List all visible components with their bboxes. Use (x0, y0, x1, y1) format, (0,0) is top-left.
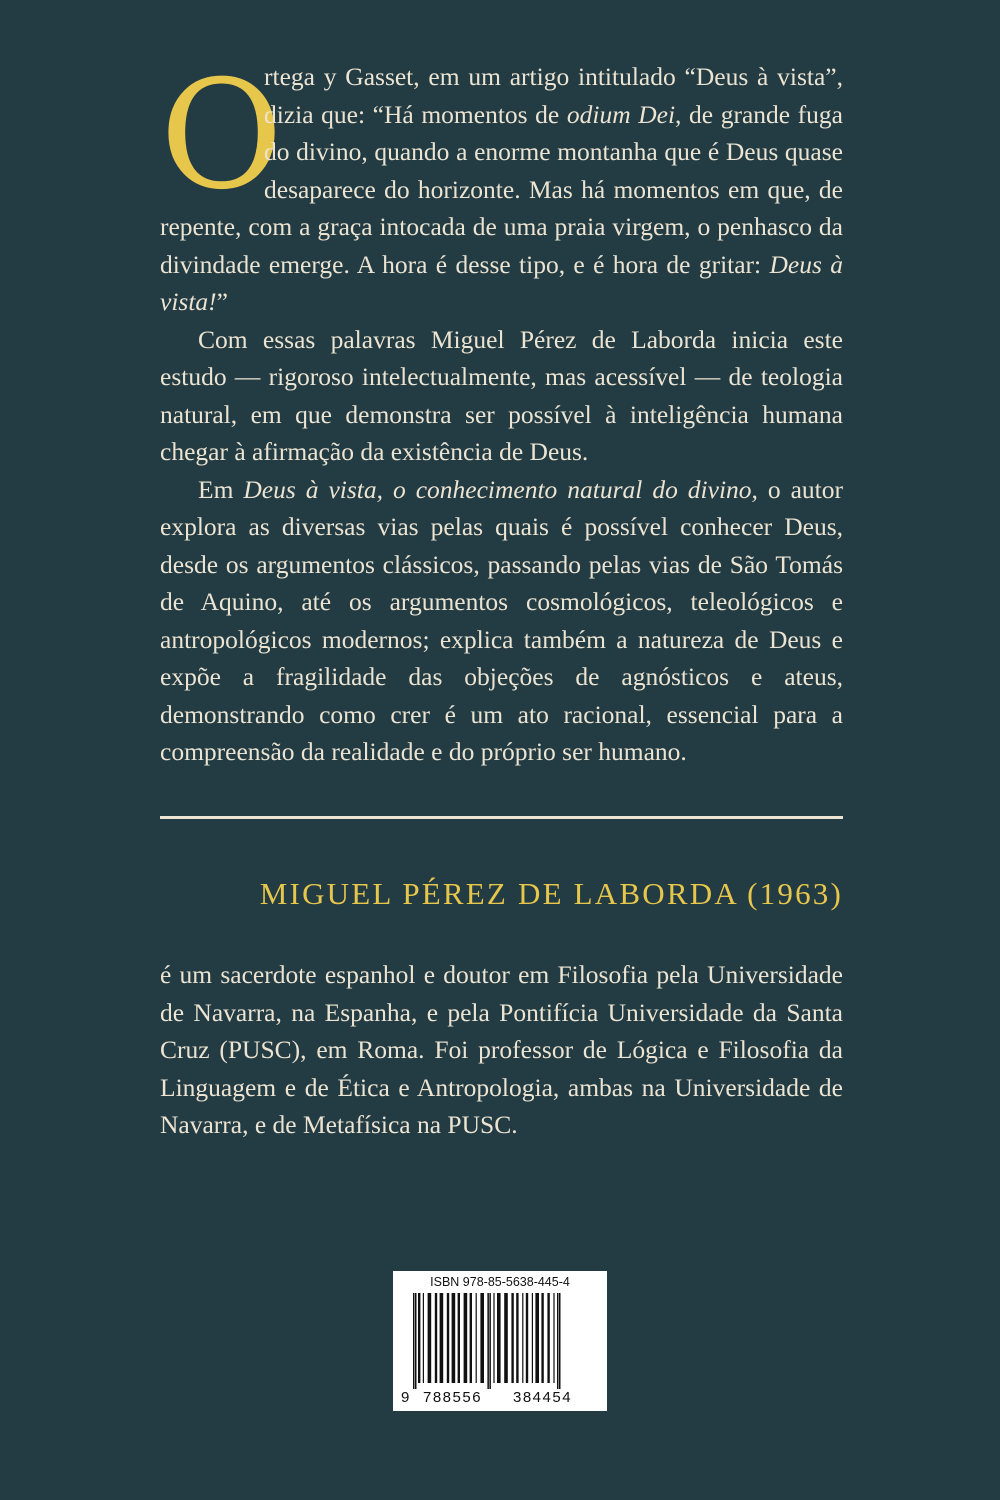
barcode-digits (401, 1389, 599, 1407)
blurb-paragraph-3: Em Deus à vista, o conhecimento natural do divino, o autor explora as diversas vias pelas quais é possível conhecer Deus, desde os argumentos clássicos, passando pelas vias de São Tomás de Aquino, até os argumentos cosmológicos, teleológicos e antropológicos modernos; explica também a natureza de Deus e expõe a fragilidade das objeções de agnósticos e ateus, demonstrando como crer é um ato racional, essencial para a compreensão da realidade e do próprio ser humano. (160, 474, 843, 766)
blurb-text (160, 49, 843, 771)
barcode-digits-left: 788556 (423, 1389, 483, 1406)
author-bio-text: é um sacerdote espanhol e doutor em Filosofia pela Universidade de Navarra, na Espanha, e pela Pontifícia Universidade da Santa Cruz (PUSC), em Roma. Foi professor de Lógica e Filosofia da Linguagem e de Ética e Antropologia, ambas na Universidade de Navarra, e de Metafísica na PUSC. (160, 960, 843, 1139)
blurb-paragraph-1-text: rtega y Gasset, em um artigo intitulado “Deus à vista”, dizia que: “Há momentos de odium Dei, de grande fuga do divino, quando a enorme montanha que é Deus quase desaparece do horizonte. Mas há momentos em que, de repente, com a graça intocada de uma praia virgem, o penhasco da divindade emerge. A hora é desse tipo, e é hora de gritar: Deus à vista!” (160, 62, 843, 316)
isbn-label: ISBN 978-85-5638-445-4 (430, 1275, 570, 1289)
barcode-bars (401, 1293, 599, 1389)
barcode-digits-right: 384454 (513, 1389, 573, 1406)
blurb-paragraph-2: Com essas palavras Miguel Pérez de Laborda inicia este estudo — rigoroso intelectualmente, mas acessível — de teologia natural, em que demonstra ser possível à inteligência humana chegar à afirmação da existência de Deus. (160, 324, 843, 466)
blurb-paragraph-1 (160, 49, 843, 321)
author-name-heading: MIGUEL PÉREZ DE LABORDA (1963) (259, 876, 843, 911)
section-divider (160, 816, 843, 819)
drop-cap: O (160, 49, 283, 223)
barcode-digit-first: 9 (401, 1389, 410, 1406)
author-bio (160, 956, 843, 1144)
isbn-barcode (393, 1271, 607, 1411)
